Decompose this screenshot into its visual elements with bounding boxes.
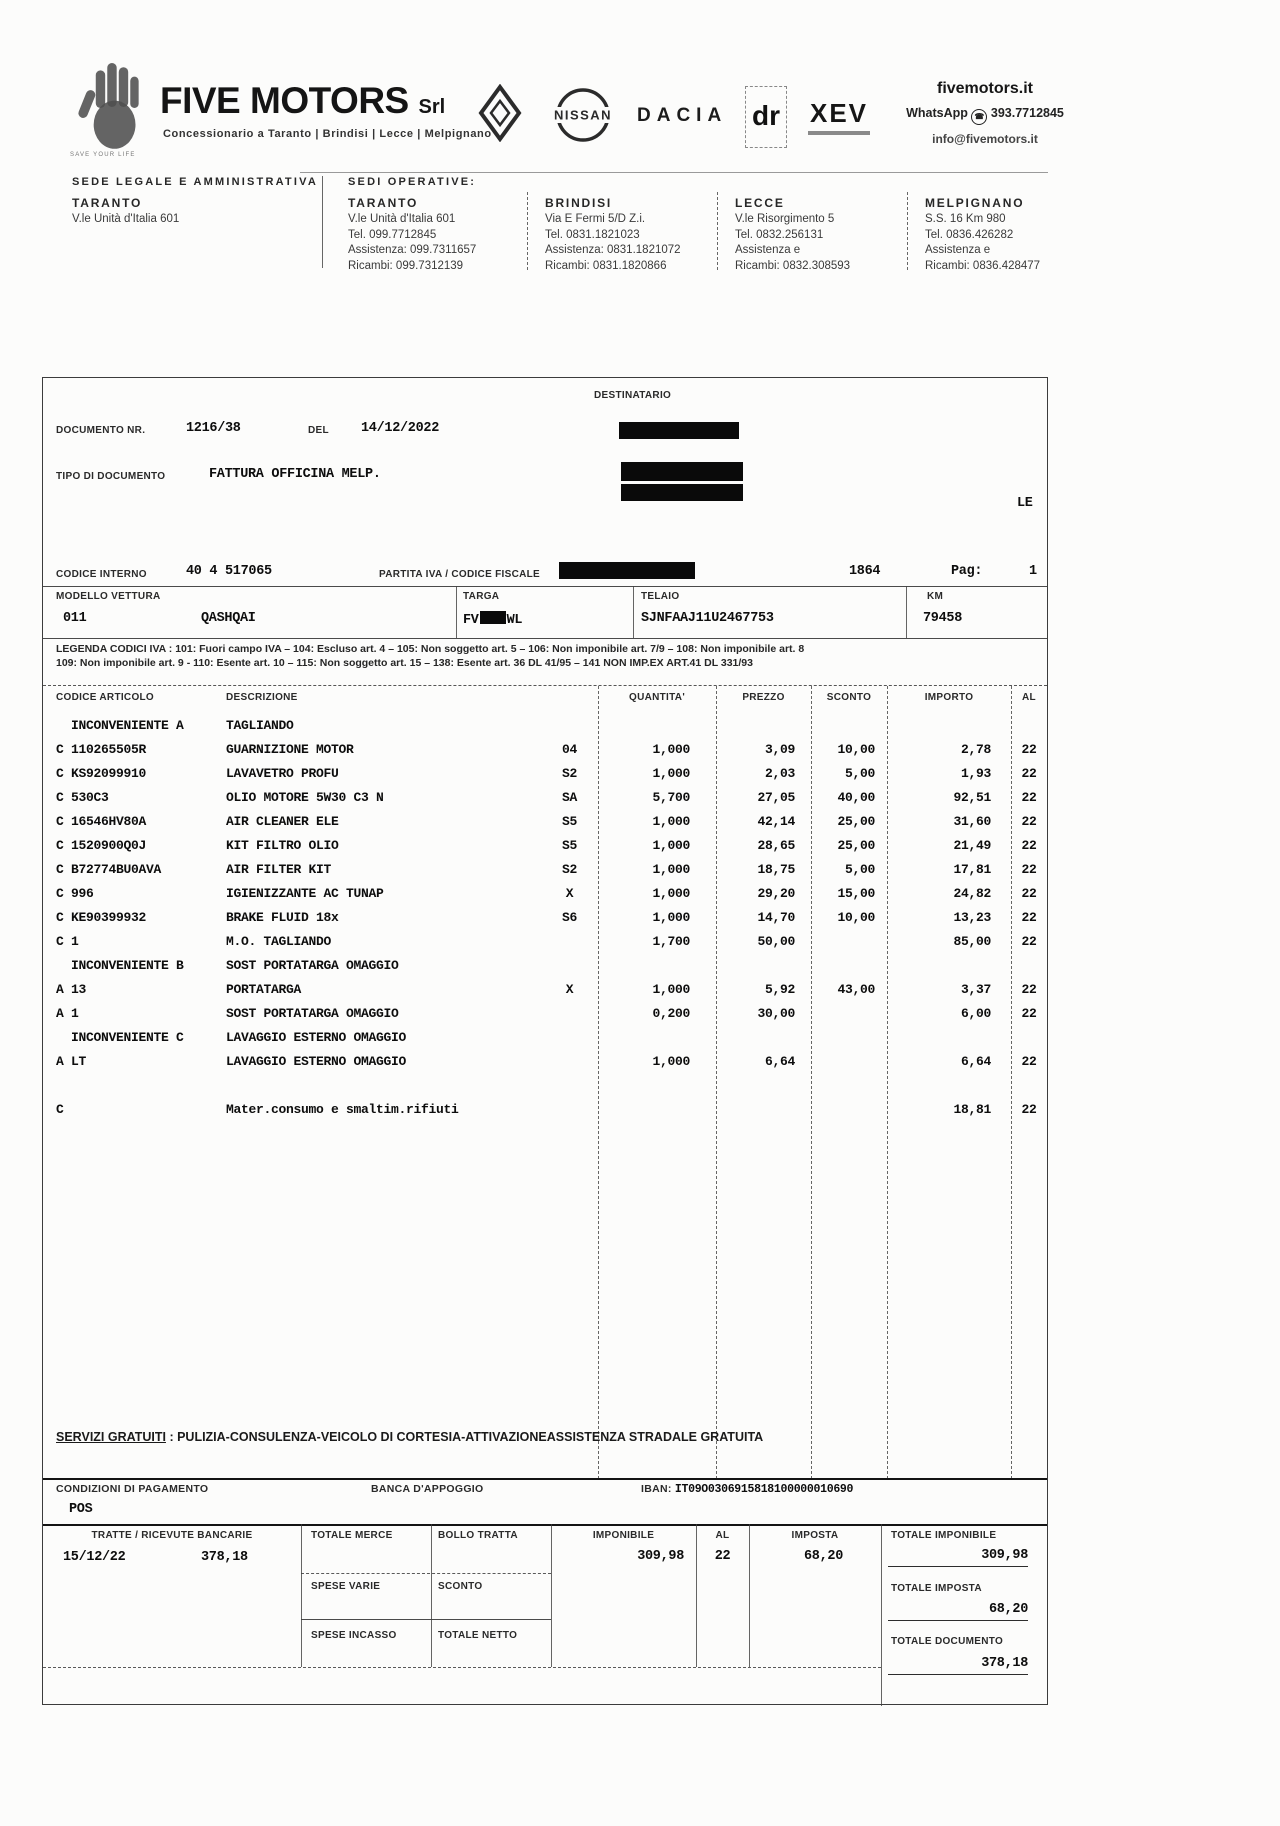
cell-importo: 21,49 (953, 838, 991, 853)
cell-al: 22 (1021, 838, 1037, 853)
cell-desc: BRAKE FLUID 18x (226, 910, 339, 925)
totale-imposta-label: TOTALE IMPOSTA (891, 1583, 982, 1594)
group-row (43, 954, 1047, 978)
column-divider (887, 686, 888, 1479)
cell-sconto: 10,00 (837, 742, 875, 757)
cell-desc: OLIO MOTORE 5W30 C3 N (226, 790, 384, 805)
targa-suffix: WL (506, 613, 523, 628)
cell-importo: 24,82 (953, 886, 991, 901)
totale-merce-label: TOTALE MERCE (311, 1530, 393, 1541)
cell-al (1011, 954, 1047, 978)
cell-sconto: 15,00 (837, 886, 875, 901)
targa-prefix: FV (463, 613, 479, 628)
tipo-documento-value: FATTURA OFFICINA MELP. (209, 467, 381, 482)
operative-title: SEDI OPERATIVE: (348, 176, 477, 188)
totale-imposta-value: 68,20 (888, 1602, 1028, 1621)
totale-documento-label: TOTALE DOCUMENTO (891, 1636, 1004, 1647)
cell-prezzo: 3,09 (764, 742, 795, 757)
cell-sconto (811, 930, 887, 954)
header-um (541, 692, 598, 714)
cell-code: A 1 (56, 1006, 79, 1021)
column-divider (1011, 686, 1012, 1479)
telaio-value: SJNFAAJ11U2467753 (641, 611, 774, 626)
item-row (43, 786, 1047, 810)
cell-prezzo: 6,64 (764, 1054, 795, 1069)
renault-logo-icon (478, 84, 522, 147)
cell-prezzo: 29,20 (757, 886, 795, 901)
iban-label: IBAN: (641, 1483, 672, 1495)
telaio-label: TELAIO (641, 591, 680, 602)
targa-label: TARGA (463, 591, 500, 602)
cell-importo: 13,23 (953, 910, 991, 925)
codice-interno-label: CODICE INTERNO (56, 569, 147, 580)
mini-grid-line (301, 1573, 551, 1574)
cell-importo (887, 954, 1011, 978)
tratte-amount: 378,18 (201, 1550, 248, 1565)
cell-sconto: 25,00 (837, 838, 875, 853)
cell-um: X (565, 886, 574, 901)
whatsapp-line (890, 106, 1080, 125)
company-name (160, 80, 445, 122)
cell-prezzo: 30,00 (757, 1006, 795, 1021)
item-row (43, 882, 1047, 906)
cell-importo (887, 714, 1011, 738)
cell-qty: 1,000 (652, 1054, 690, 1069)
site-city: LECCE (735, 196, 785, 210)
site-city: TARANTO (348, 196, 419, 210)
destinatario-redaction (621, 484, 743, 501)
xev-tagline-bar (808, 131, 870, 135)
cell-um: 04 (561, 742, 577, 757)
cell-al: 22 (1021, 1102, 1037, 1117)
cell-al: 22 (1021, 766, 1037, 781)
cell-desc: TAGLIANDO (226, 718, 294, 733)
cell-code: C 1520900Q0J (56, 838, 147, 853)
cell-sconto: 10,00 (837, 910, 875, 925)
site-address-line: Tel. 0831.1821023 (545, 228, 640, 241)
cell-desc: LAVAGGIO ESTERNO OMAGGIO (226, 1030, 407, 1045)
address-divider (907, 192, 908, 270)
cell-desc: KIT FILTRO OLIO (226, 838, 339, 853)
sconto-label: SCONTO (438, 1581, 483, 1592)
cell-um: SA (561, 790, 577, 805)
destinatario-redaction (619, 422, 739, 439)
company-name-text: FIVE MOTORS (160, 80, 409, 121)
header-descrizione: DESCRIZIONE (226, 692, 298, 703)
servizi-gratuiti-text: : PULIZIA-CONSULENZA-VEICOLO DI CORTESIA-ATTIVAZIONEASSISTENZA STRADALE GRATUITA (165, 1430, 764, 1444)
site-address-line: Tel. 0832.256131 (735, 228, 824, 241)
cell-importo: 92,51 (953, 790, 991, 805)
pag-value: 1 (1029, 564, 1037, 579)
site-city: BRINDISI (545, 196, 613, 210)
cell-sconto (811, 1050, 887, 1074)
cell-desc: SOST PORTATARGA OMAGGIO (226, 1006, 399, 1021)
km-label: KM (927, 591, 944, 602)
spese-incasso-label: SPESE INCASSO (311, 1630, 397, 1641)
cell-desc: SOST PORTATARGA OMAGGIO (226, 958, 399, 973)
vehicle-strip (43, 586, 1047, 638)
partita-iva-redaction (559, 562, 695, 579)
cell-desc: PORTATARGA (226, 982, 302, 997)
cell-um (541, 714, 598, 738)
cell-um (541, 1026, 598, 1050)
documento-nr-label: DOCUMENTO NR. (56, 425, 146, 436)
al-label: AL (715, 1530, 730, 1541)
cell-sconto (811, 1026, 887, 1050)
cell-al: 22 (1021, 1006, 1037, 1021)
modello-label: MODELLO VETTURA (56, 591, 161, 602)
cell-desc: LAVAGGIO ESTERNO OMAGGIO (226, 1054, 407, 1069)
cell-code: A 13 (56, 982, 87, 997)
cell-importo: 18,81 (953, 1102, 991, 1117)
iva-legend-line2: 109: Non imponibile art. 9 - 110: Esente art. 10 – 115: Non soggetto art. 15 – 138: Esente art. 36 DL 41/95 – 141 NON IMP.EX ART.41 DL 331/93 (56, 657, 753, 669)
imponibile-label: IMPONIBILE (592, 1530, 655, 1541)
column-divider (811, 686, 812, 1479)
dr-wordmark: dr (752, 100, 780, 131)
cell-qty: 5,700 (652, 790, 690, 805)
site-address-line: V.le Unità d'Italia 601 (348, 213, 456, 225)
item-row (43, 906, 1047, 930)
totals-grid (43, 1524, 1047, 1706)
iva-legend (56, 642, 804, 670)
cell-prezzo: 18,75 (757, 862, 795, 877)
cell-desc: Mater.consumo e smaltim.rifiuti (226, 1102, 459, 1117)
imponibile-value: 309,98 (637, 1549, 684, 1564)
cell-prezzo: 14,70 (757, 910, 795, 925)
site-address-line: Assistenza e (925, 244, 991, 256)
website: fivemotors.it (936, 80, 1033, 97)
imposta-value: 68,20 (803, 1549, 843, 1564)
header-quantita: QUANTITA' (629, 692, 685, 703)
totale-imponibile-label: TOTALE IMPONIBILE (891, 1530, 997, 1541)
site-address-line: Via E Fermi 5/D Z.i. (545, 213, 646, 225)
cell-prezzo (716, 1026, 811, 1050)
cell-code: C 1 (56, 934, 79, 949)
item-row (43, 858, 1047, 882)
cell-importo: 2,78 (960, 742, 991, 757)
destinatario-redaction (621, 462, 743, 481)
cell-code: C KS92099910 (56, 766, 147, 781)
cell-um: S6 (561, 910, 577, 925)
site-city: MELPIGNANO (925, 196, 1025, 210)
cell-prezzo: 28,65 (757, 838, 795, 853)
cell-qty (598, 1026, 716, 1050)
mini-grid-line (301, 1619, 551, 1620)
cell-code: C 996 (56, 886, 94, 901)
xev-logo (808, 98, 870, 135)
cell-desc: M.O. TAGLIANDO (226, 934, 332, 949)
cell-desc: AIR FILTER KIT (226, 862, 332, 877)
cell-al: 22 (1021, 886, 1037, 901)
nissan-wordmark: NISSAN (553, 107, 613, 123)
cell-al: 22 (1021, 910, 1037, 925)
cell-qty: 1,000 (652, 814, 690, 829)
cell-sconto: 40,00 (837, 790, 875, 805)
iban-value: IT09O0306915818100000010690 (674, 1483, 854, 1496)
cell-qty: 1,000 (652, 742, 690, 757)
le-mark: LE (1017, 496, 1033, 511)
item-row (43, 1050, 1047, 1074)
group-row (43, 714, 1047, 738)
site-address-line: Assistenza: 099.7311657 (348, 244, 477, 256)
cell-prezzo: 2,03 (764, 766, 795, 781)
hand-logo-caption: SAVE YOUR LIFE (70, 152, 136, 158)
cell-prezzo: 50,00 (757, 934, 795, 949)
cell-qty: 1,000 (652, 910, 690, 925)
xev-wordmark: XEV (809, 98, 869, 128)
cell-um (541, 1002, 598, 1026)
cell-sconto: 5,00 (844, 862, 875, 877)
cell-importo: 1,93 (960, 766, 991, 781)
cell-um: X (565, 982, 574, 997)
items-table-header (43, 686, 1047, 714)
cell-qty (598, 1098, 716, 1122)
site-address-lines (735, 212, 850, 274)
cell-importo: 3,37 (960, 982, 991, 997)
header-prezzo: PREZZO (742, 692, 785, 703)
iva-legend-line1: LEGENDA CODICI IVA : 101: Fuori campo IVA – 104: Escluso art. 4 – 105: Non soggetto art. 5 – 106: Non imponibile art. 7/9 – 108: Non imponibile art. 8 (56, 643, 805, 655)
address-divider (527, 192, 528, 270)
documento-nr-value: 1216/38 (186, 421, 241, 436)
site-address-line: Tel. 0836.426282 (925, 228, 1014, 241)
cell-sconto (811, 714, 887, 738)
document-box (42, 377, 1048, 1705)
targa-value (463, 611, 522, 628)
cell-code: INCONVENIENTE C (71, 1030, 184, 1045)
cell-al: 22 (1021, 862, 1037, 877)
imposta-label: IMPOSTA (791, 1530, 839, 1541)
cell-al (1011, 714, 1047, 738)
servizi-gratuiti (56, 1430, 763, 1444)
item-row (43, 1002, 1047, 1026)
column-divider (633, 586, 634, 638)
cell-code: A LT (56, 1054, 87, 1069)
bollo-tratta-label: BOLLO TRATTA (438, 1530, 518, 1541)
documento-date: 14/12/2022 (361, 421, 440, 436)
items-table-body (43, 714, 1047, 1122)
cell-prezzo: 5,92 (764, 982, 795, 997)
cell-qty: 0,200 (652, 1006, 690, 1021)
cell-qty (598, 954, 716, 978)
site-address-line: Tel. 099.7712845 (348, 228, 437, 241)
item-row (43, 930, 1047, 954)
site-address-line: Assistenza e (735, 244, 801, 256)
site-address-line: S.S. 16 Km 980 (925, 213, 1006, 225)
header-codice-articolo: CODICE ARTICOLO (56, 692, 155, 703)
cell-qty: 1,000 (652, 838, 690, 853)
cell-al: 22 (1021, 814, 1037, 829)
column-divider (716, 686, 717, 1479)
cell-code: C 16546HV80A (56, 814, 147, 829)
cell-prezzo: 42,14 (757, 814, 795, 829)
cell-code: C KE90399932 (56, 910, 147, 925)
cell-sconto: 5,00 (844, 766, 875, 781)
cell-sconto (811, 1002, 887, 1026)
column-divider (431, 1524, 432, 1667)
cell-um: S2 (561, 862, 577, 877)
cell-importo (887, 1026, 1011, 1050)
del-label: DEL (308, 425, 329, 436)
column-divider (551, 1524, 552, 1667)
cell-importo: 17,81 (953, 862, 991, 877)
address-divider (322, 176, 323, 268)
dr-logo (745, 86, 787, 148)
column-divider (906, 586, 907, 638)
site-address-lines (545, 212, 681, 274)
cell-prezzo: 27,05 (757, 790, 795, 805)
pag-label: Pag: (951, 564, 983, 579)
condizioni-label: CONDIZIONI DI PAGAMENTO (56, 1483, 209, 1495)
cell-al: 22 (1021, 1054, 1037, 1069)
code-1864: 1864 (849, 564, 881, 579)
site-address-line: Ricambi: 099.7312139 (348, 259, 464, 272)
cell-desc: AIR CLEANER ELE (226, 814, 339, 829)
cell-code: INCONVENIENTE A (71, 718, 184, 733)
codice-interno-value: 40 4 517065 (186, 564, 272, 579)
hand-logo (75, 62, 150, 154)
cell-al: 22 (1021, 934, 1037, 949)
modello-value: QASHQAI (201, 611, 256, 626)
spacer-row (43, 1074, 1047, 1098)
cell-code: C B72774BU0AVA (56, 862, 162, 877)
cell-desc: LAVAVETRO PROFU (226, 766, 339, 781)
cell-desc: GUARNIZIONE MOTOR (226, 742, 354, 757)
cell-um: S2 (561, 766, 577, 781)
cell-um (541, 1098, 598, 1122)
header-sconto: SCONTO (826, 692, 872, 703)
cell-qty: 1,000 (652, 982, 690, 997)
header-importo: IMPORTO (924, 692, 974, 703)
tratte-date: 15/12/22 (63, 1550, 126, 1565)
servizi-gratuiti-label: SERVIZI GRATUITI (56, 1430, 166, 1444)
cell-al: 22 (1021, 982, 1037, 997)
cell-prezzo (716, 1098, 811, 1122)
cell-importo: 6,64 (960, 1054, 991, 1069)
cell-sconto: 43,00 (837, 982, 875, 997)
partita-iva-label: PARTITA IVA / CODICE FISCALE (379, 569, 540, 580)
tratte-label: TRATTE / RICEVUTE BANCARIE (91, 1530, 253, 1541)
whatsapp-number: 393.7712845 (990, 106, 1064, 120)
km-value: 79458 (923, 611, 963, 626)
section-divider (43, 1478, 1047, 1480)
cell-prezzo (716, 954, 811, 978)
cell-al (1011, 1026, 1047, 1050)
cell-importo: 85,00 (953, 934, 991, 949)
site-address-line: Ricambi: 0831.1820866 (545, 259, 667, 272)
totale-netto-label: TOTALE NETTO (438, 1630, 518, 1641)
cell-al: 22 (1021, 790, 1037, 805)
column-divider (696, 1524, 697, 1667)
items-table (43, 685, 1047, 1479)
cell-importo: 6,00 (960, 1006, 991, 1021)
modello-code: 011 (63, 611, 87, 626)
cell-qty: 1,000 (652, 862, 690, 877)
item-row (43, 1098, 1047, 1122)
site-address-line: Ricambi: 0836.428477 (925, 259, 1041, 272)
company-tagline: Concessionario a Taranto | Brindisi | Lecce | Melpignano (163, 128, 492, 140)
iban-line (641, 1483, 853, 1496)
item-row (43, 810, 1047, 834)
condizioni-value: POS (69, 1502, 93, 1517)
totals-bottom-line (43, 1667, 881, 1668)
item-row (43, 762, 1047, 786)
totale-imponibile-value: 309,98 (888, 1548, 1028, 1567)
tipo-documento-label: TIPO DI DOCUMENTO (56, 471, 166, 482)
column-divider (456, 586, 457, 638)
site-address-lines (925, 212, 1040, 274)
header-rule (300, 172, 1048, 173)
cell-importo: 31,60 (953, 814, 991, 829)
divider-line (43, 638, 1047, 639)
phone-icon: ☎ (971, 109, 987, 125)
column-divider (301, 1524, 302, 1667)
cell-qty: 1,700 (652, 934, 690, 949)
item-row (43, 738, 1047, 762)
nissan-logo-icon (540, 86, 626, 149)
cell-al: 22 (1021, 742, 1037, 757)
column-divider (598, 686, 599, 1479)
whatsapp-label: WhatsApp (906, 106, 968, 120)
item-row (43, 834, 1047, 858)
cell-code: INCONVENIENTE B (71, 958, 184, 973)
cell-um (541, 1050, 598, 1074)
cell-sconto (811, 954, 887, 978)
cell-desc: IGIENIZZANTE AC TUNAP (226, 886, 384, 901)
destinatario-label: DESTINATARIO (594, 390, 672, 401)
cell-sconto (811, 1098, 887, 1122)
targa-redaction (480, 611, 506, 624)
column-divider (881, 1524, 882, 1706)
header-al: AL (1022, 692, 1036, 703)
site-address-line: V.le Risorgimento 5 (735, 213, 835, 225)
cell-qty: 1,000 (652, 766, 690, 781)
email: info@fivemotors.it (932, 132, 1038, 146)
site-address-line: Assistenza: 0831.1821072 (545, 244, 681, 256)
item-row (43, 978, 1047, 1002)
site-address-line: Ricambi: 0832.308593 (735, 259, 851, 272)
address-divider (717, 192, 718, 270)
cell-qty: 1,000 (652, 886, 690, 901)
cell-um (541, 930, 598, 954)
cell-um: S5 (561, 814, 577, 829)
legal-address: V.le Unità d'Italia 601 (72, 213, 180, 225)
cell-code: C (56, 1102, 64, 1117)
cell-um: S5 (561, 838, 577, 853)
banca-label: BANCA D'APPOGGIO (371, 1483, 484, 1495)
group-row (43, 1026, 1047, 1050)
contact-block (890, 80, 1080, 146)
company-suffix: Srl (418, 96, 446, 118)
cell-code: C 110265505R (56, 742, 147, 757)
cell-qty (598, 714, 716, 738)
al-value: 22 (714, 1549, 731, 1564)
dacia-logo: DACIA (637, 105, 728, 126)
legal-city: TARANTO (72, 196, 143, 210)
cell-um (541, 954, 598, 978)
cell-sconto: 25,00 (837, 814, 875, 829)
spese-varie-label: SPESE VARIE (311, 1581, 381, 1592)
site-address-lines (348, 212, 476, 274)
legal-title: SEDE LEGALE E AMMINISTRATIVA (72, 176, 318, 188)
cell-code: C 530C3 (56, 790, 109, 805)
column-divider (749, 1524, 750, 1667)
cell-prezzo (716, 714, 811, 738)
totale-documento-value: 378,18 (888, 1656, 1028, 1675)
